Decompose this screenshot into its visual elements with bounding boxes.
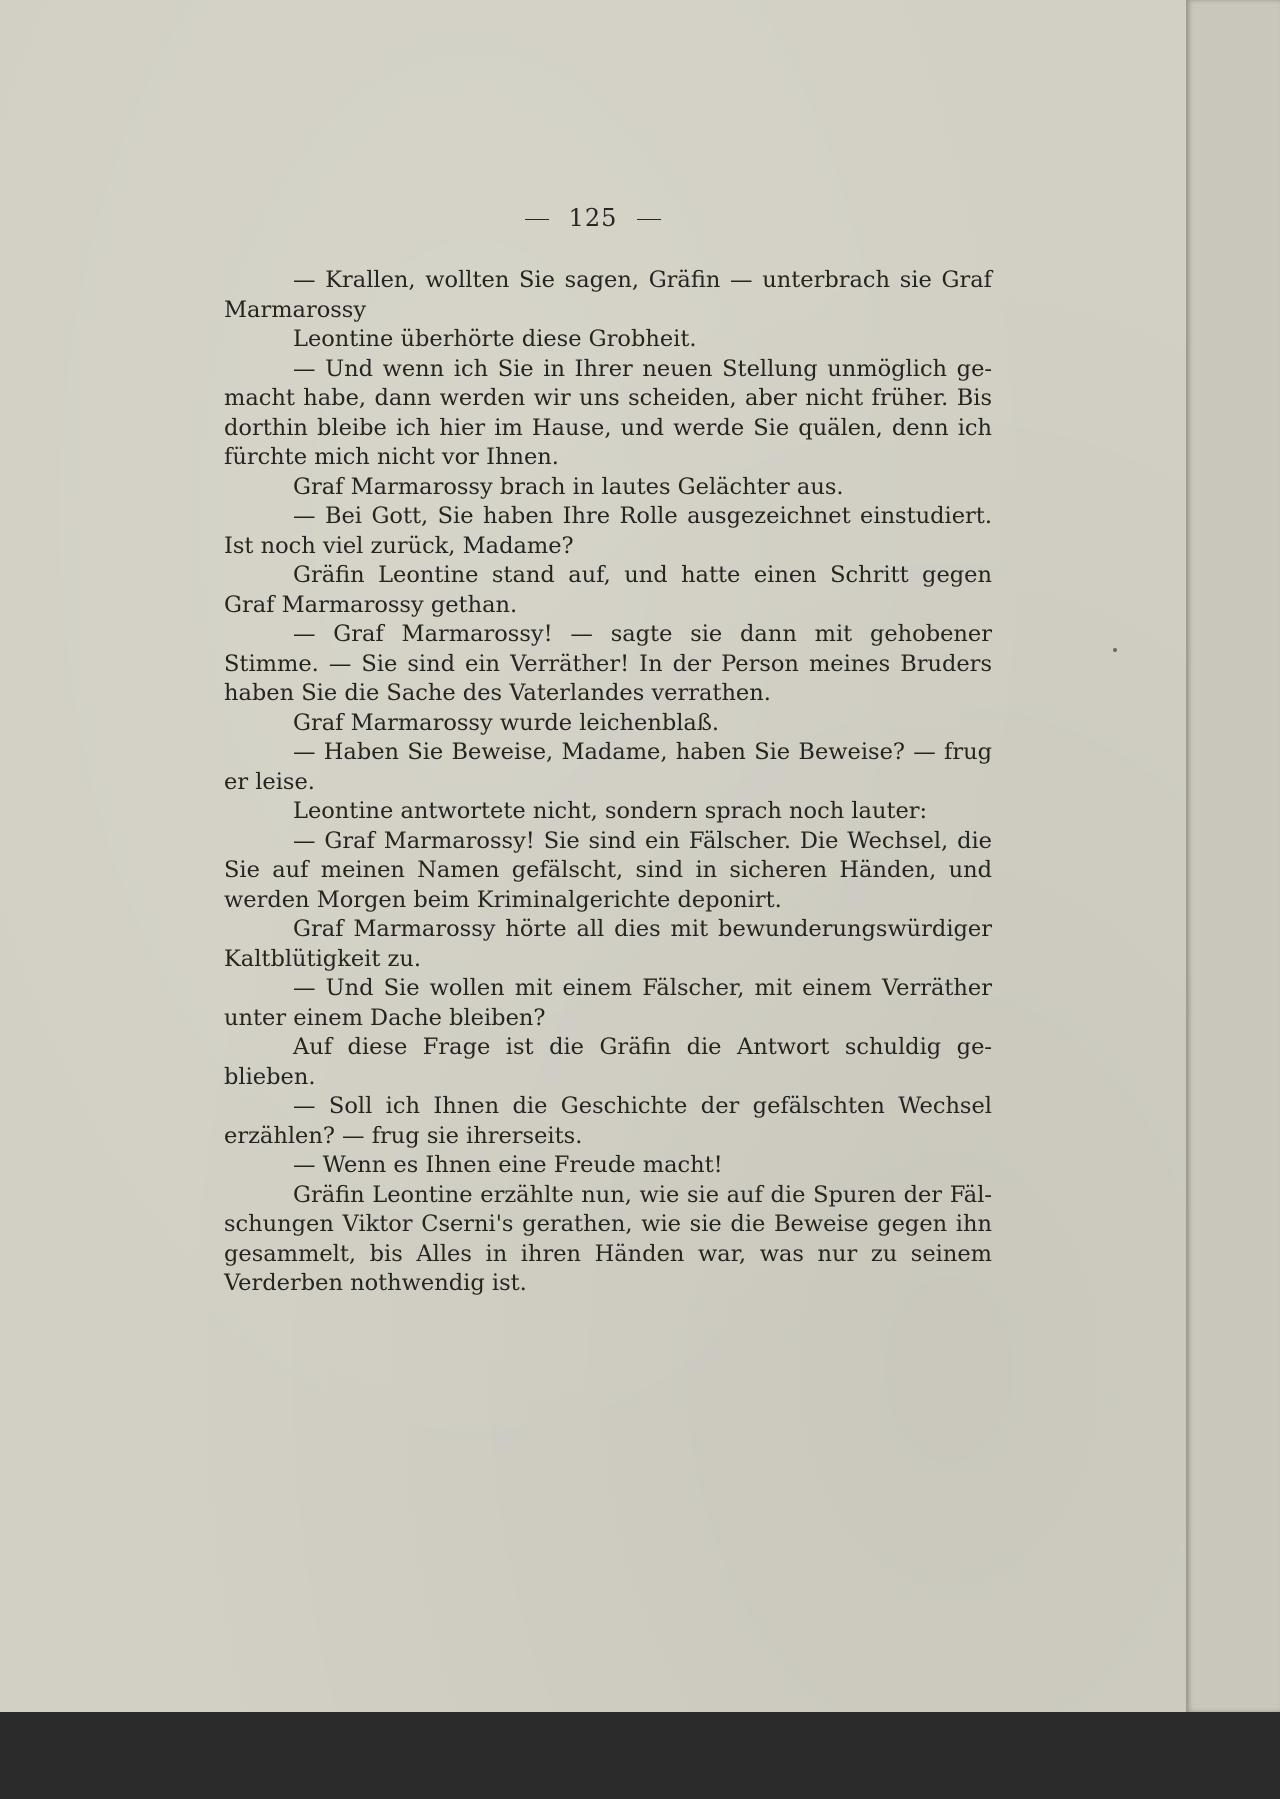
scanner-background [0, 1712, 1280, 1799]
adjacent-page-edge [1186, 0, 1280, 1712]
body-text [224, 266, 992, 1299]
left-dash [525, 219, 549, 221]
paragraph: — Soll ich Ihnen die Geschichte der gefälschten Wechsel erzählen? — frug sie ihrerseits. [224, 1093, 992, 1149]
page-number: 125 [568, 204, 618, 232]
paragraph: — Krallen, wollten Sie sagen, Gräfin — unterbrach sie Graf Marmarossy [224, 267, 992, 323]
paragraph: — Wenn es Ihnen eine Freude macht! [293, 1152, 723, 1178]
paragraph: Gräfin Leontine stand auf, und hatte einen Schritt gegen Graf Marmarossy gethan. [224, 562, 992, 618]
paragraph: — Und Sie wollen mit einem Fälscher, mit einem Verräther unter einem Dache bleiben? [224, 975, 992, 1031]
paragraph: Leontine antwortete nicht, sondern sprach noch lauter: [293, 798, 928, 824]
paragraph: Graf Marmarossy brach in lautes Gelächter aus. [293, 473, 844, 500]
paragraph: Graf Marmarossy hörte all dies mit bewunderungswürdiger Kaltblütigkeit zu. [224, 916, 992, 972]
paragraph: Auf diese Frage ist die Gräfin die Antwort schuldig geblieben. [224, 1034, 992, 1090]
paragraph: Graf Marmarossy wurde leichenblaß. [293, 709, 720, 736]
paragraph: — Und wenn ich Sie in Ihrer neuen Stellung unmöglich gemacht habe, dann werden wir uns scheiden, aber nicht früher. Bis dorthin bleibe ich hier im Hause, und werde Sie quälen, denn ich fürchte mich nicht vor Ihnen. [224, 355, 992, 470]
paragraph: Leontine überhörte diese Grobheit. [293, 326, 697, 352]
paragraph: Gräfin Leontine erzählte nun, wie sie auf die Spuren der Fälschungen Viktor Cserni's gerathen, wie sie die Beweise gegen ihn gesammelt, bis Alles in ihren Händen war, was nur zu seinem Verderben nothwendig ist. [224, 1181, 992, 1296]
paragraph: — Graf Marmarossy! — sagte sie dann mit gehobener Stimme. — Sie sind ein Verräther! In der Person meines Bruders haben Sie die Sache des Vaterlandes verrathen. [224, 621, 992, 706]
paragraph: — Haben Sie Beweise, Madame, haben Sie Beweise? — frug er leise. [224, 739, 992, 795]
page-number-line [0, 204, 1186, 232]
right-dash [637, 219, 661, 221]
paragraph: — Bei Gott, Sie haben Ihre Rolle ausgezeichnet einstudiert. Ist noch viel zurück, Madame? [224, 503, 992, 559]
paragraph: — Graf Marmarossy! Sie sind ein Fälscher. Die Wechsel, die Sie auf meinen Namen gefälscht, sind in sicheren Händen, und werden Morgen beim Kriminalgerichte deponirt. [224, 827, 992, 913]
paper-speck [1113, 648, 1117, 652]
